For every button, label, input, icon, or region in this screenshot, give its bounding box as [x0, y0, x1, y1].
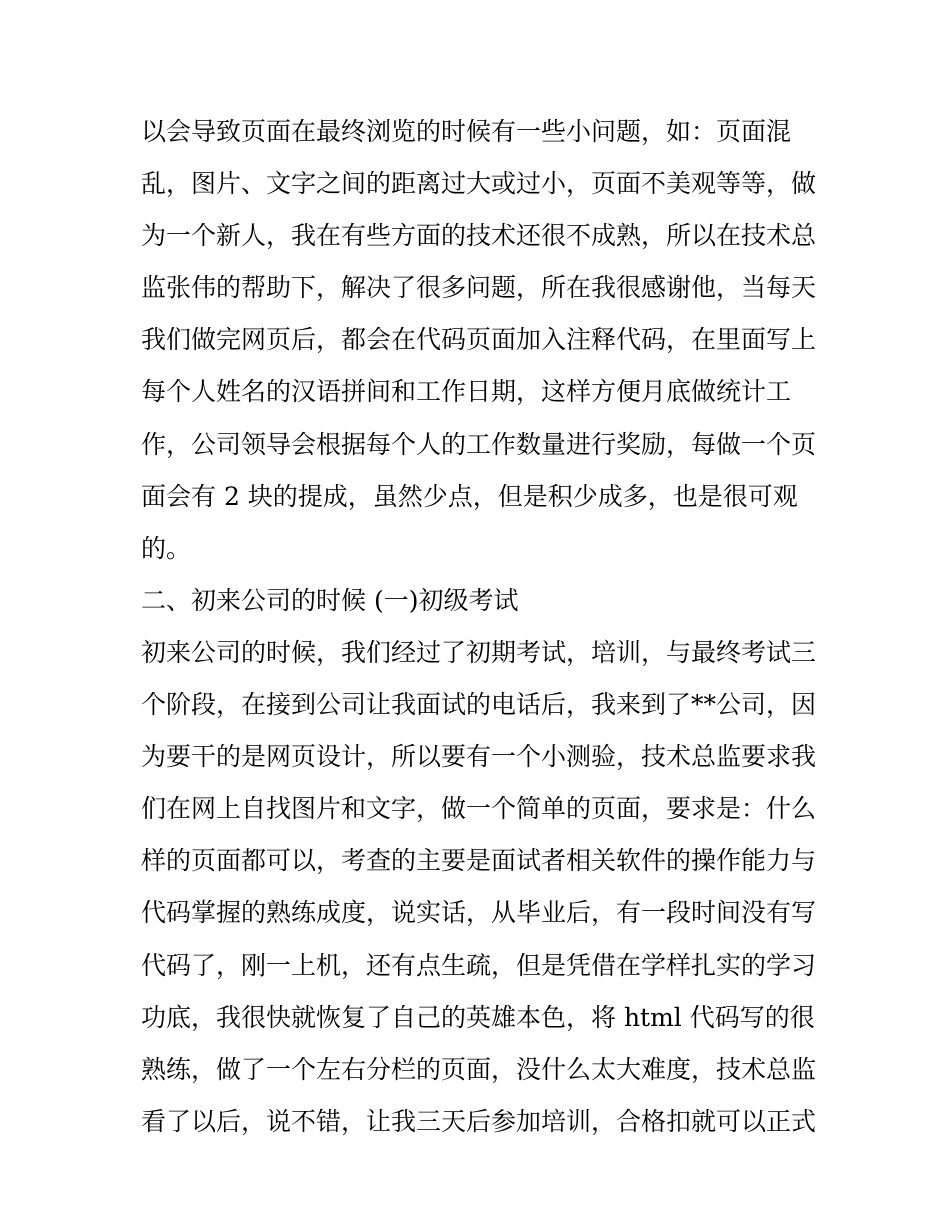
body-text — [141, 106, 821, 1148]
text-line: 熟练，做了一个左右分栏的页面，没什么太大难度，技术总监 — [141, 1054, 817, 1084]
text-line: 面会有 2 块的提成，虽然少点，但是积少成多，也是很可观 — [141, 481, 798, 511]
text-line: 看了以后，说不错，让我三天后参加培训，合格扣就可以正式 — [141, 1106, 817, 1136]
section-heading: 二、初来公司的时候 (一)初级考试 — [141, 585, 519, 615]
text-line: 作，公司领导会根据每个人的工作数量进行奖励，每做一个页 — [141, 429, 817, 459]
text-line: 以会导致页面在最终浏览的时候有一些小问题，如：页面混 — [141, 117, 792, 146]
text-line: 功底，我很快就恢复了自己的英雄本色，将 html 代码写的很 — [141, 1002, 815, 1032]
text-line: 初来公司的时候，我们经过了初期考试，培训，与最终考试三 — [141, 637, 817, 667]
text-line: 我们做完网页后，都会在代码页面加入注释代码，在里面写上 — [141, 325, 817, 355]
text-line: 样的页面都可以，考查的主要是面试者相关软件的操作能力与 — [141, 846, 817, 876]
text-line: 个阶段，在接到公司让我面试的电话后，我来到了**公司，因 — [141, 690, 817, 720]
text-line: 为要干的是网页设计，所以要有一个小测验，技术总监要求我 — [141, 742, 817, 772]
text-line: 为一个新人，我在有些方面的技术还很不成熟，所以在技术总 — [141, 221, 817, 251]
text-line: 监张伟的帮助下，解决了很多问题，所在我很感谢他，当每天 — [141, 273, 817, 303]
text-line: 每个人姓名的汉语拼间和工作日期，这样方便月底做统计工 — [141, 377, 792, 407]
text-line: 的。 — [141, 533, 192, 563]
text-line: 代码掌握的熟练成度，说实话，从毕业后，有一段时间没有写 — [141, 898, 817, 928]
text-line: 们在网上自找图片和文字，做一个简单的页面，要求是：什么 — [141, 794, 817, 824]
text-line: 代码了，刚一上机，还有点生疏，但是凭借在学样扎实的学习 — [141, 950, 817, 980]
text-line: 乱，图片、文字之间的距离过大或过小，页面不美观等等，做 — [141, 169, 817, 199]
